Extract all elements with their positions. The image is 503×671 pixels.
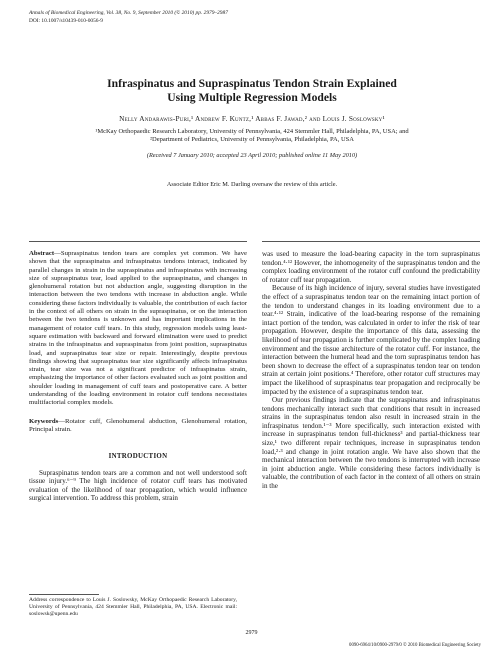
page-number: 2979 bbox=[245, 630, 258, 636]
intro-left-text bbox=[29, 469, 247, 503]
doi-line: DOI: 10.1007/s10439-010-0056-9 bbox=[29, 18, 103, 24]
right-column bbox=[262, 250, 480, 491]
abstract-text: —Supraspinatus tendon tears are complex yet common. We have shown that the supraspinatus and infraspinatus tendons interact, indicated by parallel changes in strain in the supraspinatus and infraspinatus with increasing size of supraspinatus tear, load applied to the supraspinatus, and changes in glenohumeral rotation but not abduction angle, suggesting disruption in the interaction between the two tendons with increase in abduction angle. While considering these factors individually is valuable, the contribution of each factor in the context of all others on strain in the supraspinatus, or on the interaction between the two tendons is unknown and has important implications in the management of rotator cuff tears. In this study, regression models using least-square estimation with backward and forward elimination were used to predict strains in the infraspinatus and supraspinatus from joint position, supraspinatus load, and supraspinatus tear size or repair. Interestingly, despite previous findings showing that supraspinatus tear size significantly affects infraspinatus strain, tear size was not a significant predictor of infraspinatus strain, emphasizing the importance of other factors evaluated such as joint position and shoulder loading in management of cuff tears and postoperative care. A better understanding of the loading environment in rotator cuff tendons necessitates multifactorial complex models. bbox=[29, 250, 247, 407]
abstract-label: Abstract bbox=[29, 250, 55, 257]
article-title bbox=[29, 77, 475, 105]
intro-paragraph-1: Supraspinatus tendon tears are a common and not well understood soft tissue injury.⁶⁻⁹ The high incidence of rotator cuff tears has motivated evaluation of the likelihood of tear propagation, which would influence surgical intervention. To address this problem, strain bbox=[29, 468, 247, 503]
affiliations bbox=[29, 128, 475, 144]
affiliation-2: ²Department of Pediatrics, University of Pennsylvania, Philadelphia, PA, USA bbox=[150, 136, 354, 143]
introduction-heading: INTRODUCTION bbox=[108, 453, 168, 461]
intro-paragraph-1-cont: was used to measure the load-bearing capacity in the torn supraspinatus tendon.⁴·¹² However, the inhomogeneity of the supraspinatus tendon and the complex loading environment of the rotator cuff confound the predictability of rotator cuff tear propagation. bbox=[262, 250, 480, 284]
intro-paragraph-3: Our previous findings indicate that the supraspinatus and infraspinatus tendons mechanically interact such that conditions that result in increased strains in the supraspinatus tendon also result in increased strain in the infraspinatus tendon.¹⁻³ More specifically, such interaction existed with increase in supraspinatus tendon full-thickness³ and partial-thickness tear size,¹ two different repair techniques, increase in supraspinatus tendon load,²·³ and change in joint rotation angle. We have also shown that the mechanical interaction between the two tendons is interrupted with increase in joint abduction angle. While considering these factors individually is valuable, the contribution of each factor in the context of all others on strain in the bbox=[262, 396, 480, 491]
keywords-label: Keywords bbox=[29, 417, 59, 425]
affiliation-1: ¹McKay Orthopaedic Research Laboratory, University of Pennsylvania, 424 Stemmler Hall, Philadelphia, PA, USA; and bbox=[95, 128, 409, 135]
left-column-rule bbox=[29, 241, 247, 242]
keywords-text: —Rotator cuff, Glenohumeral abduction, Glenohumeral rotation, Principal strain. bbox=[29, 417, 247, 433]
received-dates: (Received 7 January 2010; accepted 23 April 2010; published online 11 May 2010) bbox=[146, 152, 358, 159]
keywords bbox=[29, 418, 247, 435]
author-list: Nelly Andarawis-Puri,¹ Andrew F. Kuntz,¹ Abbas F. Jawad,² and Louis J. Soslowsky¹ bbox=[119, 114, 385, 123]
footnote-rule bbox=[29, 594, 99, 595]
intro-paragraph-2: Because of its high incidence of injury, several studies have investigated the effect of a supraspinatus tendon tear on the remaining intact portion of the tendon to understand changes in its loading environment due to a tear.⁴·¹² Strain, indicative of the load-bearing response of the remaining intact portion of the tendon, was calculated in order to infer the risk of tear propagation. However, despite the importance of this data, assessing the likelihood of tear propagation is further complicated by the complex loading environment and the tissue architecture of the rotator cuff. For instance, the interaction between the humeral head and the torn supraspinatus tendon has been shown to decrease the effect of a supraspinatus tendon tear on tendon strain at certain joint positions.⁴ Therefore, other rotator cuff structures may impact the likelihood of supraspinatus tear propagation and reciprocally be impacted by the existence of a supraspinatus tendon tear. bbox=[262, 284, 480, 396]
editor-note: Associate Editor Eric M. Darling oversaw the review of this article. bbox=[166, 181, 338, 188]
left-column bbox=[29, 250, 247, 503]
title-line-2: Using Multiple Regression Models bbox=[167, 91, 337, 104]
correspondence-footnote: Address correspondence to Louis J. Soslowsky, McKay Orthopaedic Research Laboratory, University of Pennsylvania, 424 Stemmler Hall, Philadelphia, PA, USA. Electronic mail: soslowsk@upenn.edu bbox=[29, 597, 237, 617]
right-column-rule bbox=[262, 241, 480, 242]
title-line-1: Infraspinatus and Supraspinatus Tendon Strain Explained bbox=[107, 77, 397, 90]
issn-line: 0090-6964/10/0900-2979/0 © 2010 Biomedical Engineering Society bbox=[349, 643, 481, 648]
abstract bbox=[29, 250, 247, 408]
journal-citation: Annals of Biomedical Engineering, Vol. 38, No. 9, September 2010 (© 2010) pp. 2979–2987 bbox=[29, 10, 228, 16]
